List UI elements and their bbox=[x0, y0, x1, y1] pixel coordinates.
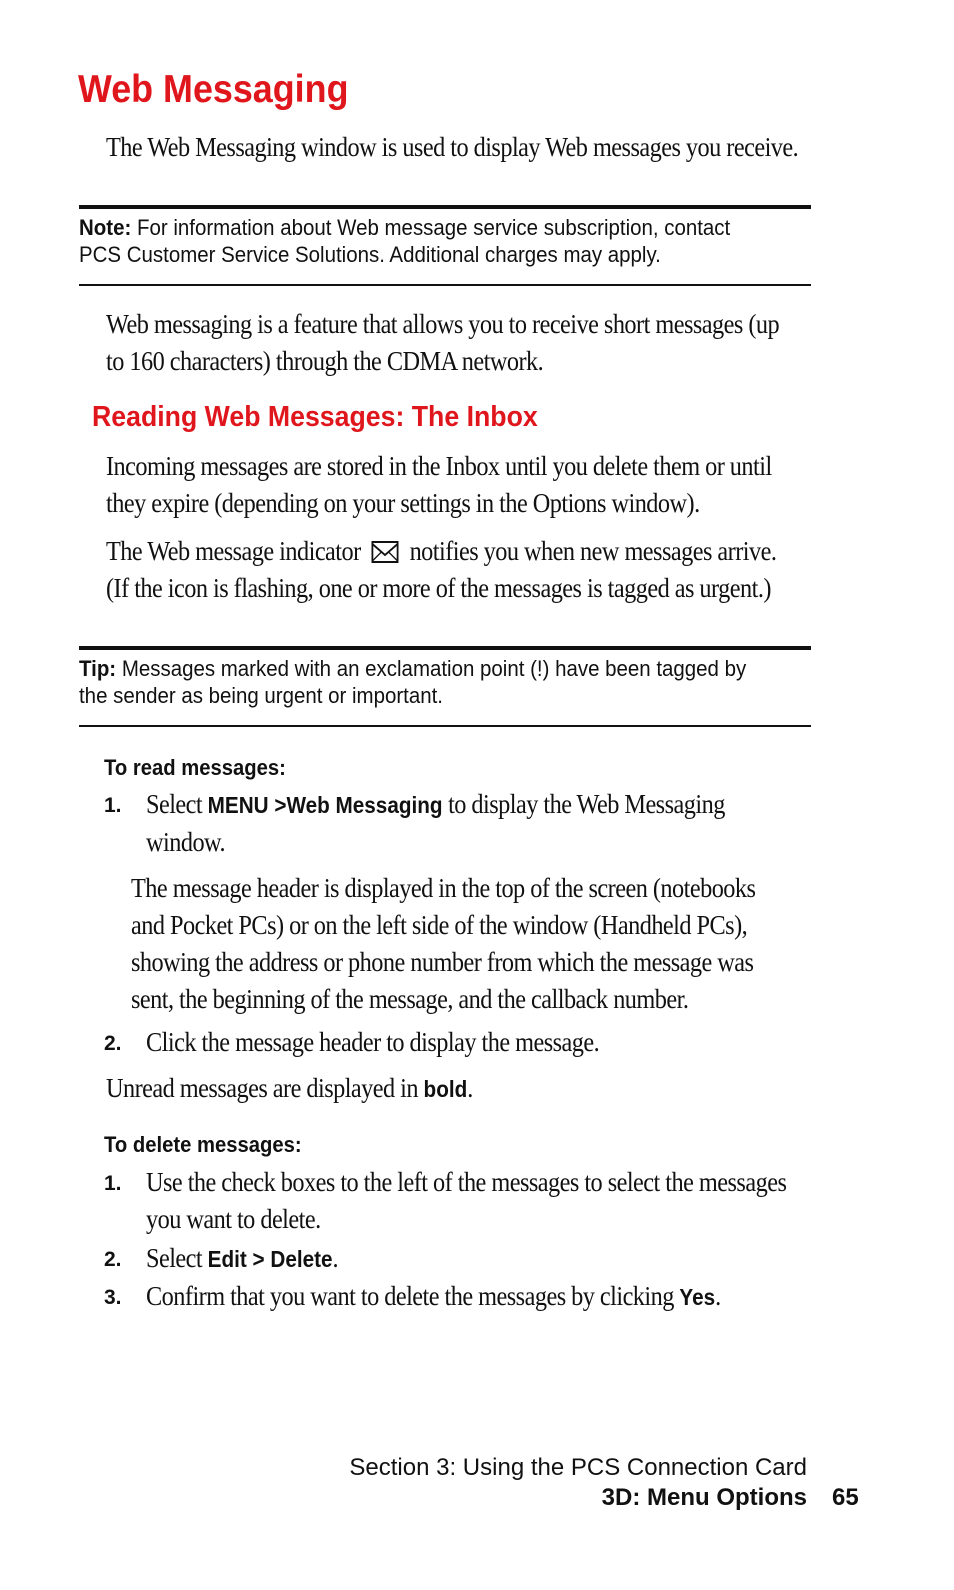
read-detail-paragraph bbox=[131, 870, 755, 1018]
note-line-1: For information about Web message service subscription, contact bbox=[136, 215, 731, 240]
footer-chapter: 3D: Menu Options bbox=[601, 1484, 807, 1511]
delete-step-2-post: . bbox=[332, 1243, 339, 1273]
tip-box bbox=[79, 655, 746, 709]
read-step-1-number: 1. bbox=[104, 794, 122, 817]
read-detail-line-1: The message header is displayed in the top of the screen (notebooks bbox=[131, 873, 756, 903]
note-label: Note: bbox=[79, 215, 132, 240]
delete-step-2-number: 2. bbox=[104, 1248, 122, 1271]
note-top-rule bbox=[79, 205, 811, 209]
tip-label: Tip: bbox=[79, 656, 117, 681]
delete-step-1-line-2: you want to delete. bbox=[146, 1204, 321, 1234]
read-step-1-line-2: window. bbox=[146, 827, 226, 857]
inbox-line-1: Incoming messages are stored in the Inbox until you delete them or until bbox=[106, 451, 772, 481]
delete-step-3-yes: Yes bbox=[679, 1284, 716, 1310]
footer-section: Section 3: Using the PCS Connection Card bbox=[349, 1454, 807, 1481]
footer-page-number: 65 bbox=[832, 1484, 859, 1511]
feature-line-1: Web messaging is a feature that allows you to receive short messages (up bbox=[106, 309, 780, 339]
delete-step-1-line-1: Use the check boxes to the left of the messages to select the messages bbox=[146, 1167, 787, 1197]
unread-note-bold: bold bbox=[423, 1076, 468, 1102]
unread-note bbox=[106, 1070, 473, 1108]
delete-heading: To delete messages: bbox=[104, 1132, 302, 1157]
inbox-paragraph bbox=[106, 448, 772, 522]
delete-step-1-number: 1. bbox=[104, 1172, 122, 1195]
read-detail-line-3: showing the address or phone number from which the message was bbox=[131, 947, 754, 977]
delete-step-3 bbox=[146, 1278, 721, 1316]
delete-step-2 bbox=[146, 1240, 338, 1278]
delete-step-3-number: 3. bbox=[104, 1286, 122, 1309]
read-step-1 bbox=[146, 786, 725, 861]
intro-text: The Web Messaging window is used to display Web messages you receive. bbox=[106, 132, 799, 162]
envelope-icon bbox=[372, 536, 399, 558]
read-step-1-post: to display the Web Messaging bbox=[448, 789, 725, 819]
tip-top-rule bbox=[79, 646, 811, 650]
tip-bottom-rule bbox=[79, 725, 811, 727]
delete-step-2-pre: Select bbox=[146, 1243, 203, 1273]
delete-step-3-pre: Confirm that you want to delete the messages by clicking bbox=[146, 1281, 674, 1311]
indicator-paragraph bbox=[106, 533, 776, 607]
delete-step-2-menu-path: Edit > Delete bbox=[207, 1246, 333, 1272]
inbox-line-2: they expire (depending on your settings in the Options window). bbox=[106, 488, 700, 518]
intro-paragraph bbox=[106, 129, 798, 166]
indicator-text-before: The Web message indicator bbox=[106, 536, 361, 566]
indicator-line-2: (If the icon is flashing, one or more of the messages is tagged as urgent.) bbox=[106, 573, 771, 603]
read-step-2-text: Click the message header to display the message. bbox=[146, 1027, 600, 1057]
page-title: Web Messaging bbox=[78, 68, 349, 111]
indicator-text-after: notifies you when new messages arrive. bbox=[409, 536, 777, 566]
unread-note-post: . bbox=[467, 1073, 473, 1103]
delete-step-3-post: . bbox=[715, 1281, 721, 1311]
unread-note-pre: Unread messages are displayed in bbox=[106, 1073, 419, 1103]
note-box bbox=[79, 214, 730, 268]
feature-line-2: to 160 characters) through the CDMA network. bbox=[106, 346, 544, 376]
read-detail-line-2: and Pocket PCs) or on the left side of the window (Handheld PCs), bbox=[131, 910, 748, 940]
delete-step-1 bbox=[146, 1164, 786, 1238]
section-subheading: Reading Web Messages: The Inbox bbox=[92, 401, 538, 433]
read-step-2 bbox=[146, 1024, 599, 1061]
read-step-2-number: 2. bbox=[104, 1032, 122, 1055]
tip-line-2: the sender as being urgent or important. bbox=[79, 683, 443, 708]
note-bottom-rule bbox=[79, 284, 811, 286]
tip-line-1: Messages marked with an exclamation point (!) have been tagged by bbox=[121, 656, 747, 681]
note-line-2: PCS Customer Service Solutions. Additional charges may apply. bbox=[79, 242, 661, 267]
read-detail-line-4: sent, the beginning of the message, and the callback number. bbox=[131, 984, 689, 1014]
feature-paragraph bbox=[106, 306, 779, 380]
read-heading: To read messages: bbox=[104, 755, 286, 780]
read-step-1-pre: Select bbox=[146, 789, 203, 819]
read-step-1-menu-path: MENU >Web Messaging bbox=[207, 792, 443, 818]
